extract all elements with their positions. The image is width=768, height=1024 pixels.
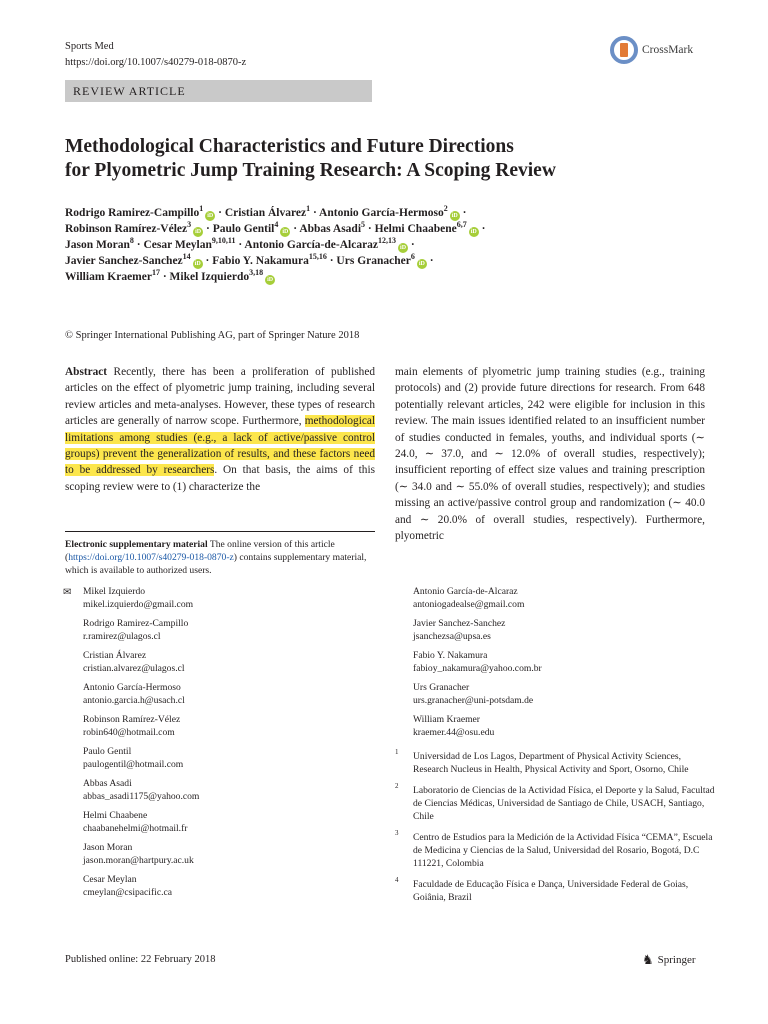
- affiliation-number: 4: [395, 876, 399, 884]
- esm-link[interactable]: https://doi.org/10.1007/s40279-018-0870-z: [68, 552, 234, 563]
- envelope-icon: ✉: [63, 587, 72, 598]
- contacts-left: [65, 586, 375, 906]
- crossmark-icon: [610, 36, 638, 64]
- contact-name: Cesar Meylan: [83, 874, 137, 885]
- abstract-label: Abstract: [65, 366, 108, 378]
- contact-entry: [413, 618, 713, 643]
- contact-name: Helmi Chaabene: [83, 810, 148, 821]
- contact-name: Javier Sanchez-Sanchez: [413, 618, 506, 629]
- contact-entry: [65, 618, 375, 643]
- contact-name: Fabio Y. Nakamura: [413, 650, 488, 661]
- contact-email[interactable]: fabioy_nakamura@yahoo.com.br: [413, 662, 542, 674]
- contact-email[interactable]: urs.granacher@uni-potsdam.de: [413, 694, 534, 706]
- contact-name: Abbas Asadi: [83, 778, 132, 789]
- affiliation-text: Faculdade de Educação Física e Dança, Universidade Federal de Goias, Goiânia, Brazil: [413, 879, 689, 903]
- contact-entry: [65, 682, 375, 707]
- abstract-text-2: . On that basis, the aims of this scoping review were to (1) characterize the: [65, 464, 375, 493]
- title-line-1: Methodological Characteristics and Future Directions: [65, 136, 514, 157]
- contact-name: Antonio García-Hermoso: [83, 682, 181, 693]
- contact-name: William Kraemer: [413, 714, 481, 725]
- publisher-name: Springer: [657, 954, 696, 966]
- contact-email[interactable]: cmeylan@csipacific.ca: [83, 886, 172, 898]
- supplementary-note: [65, 531, 375, 577]
- contact-entry: [65, 586, 375, 611]
- affiliation-number: 1: [395, 748, 399, 756]
- contact-email[interactable]: r.ramirez@ulagos.cl: [83, 630, 161, 642]
- contact-name: Urs Granacher: [413, 682, 470, 693]
- affiliations: [395, 750, 715, 912]
- abstract-text-1: Recently, there has been a proliferation of published articles on the effect of plyometric jump training, including several review articles and meta-analyses. However, these types of research articles are generally of narrow scope. Furthermore,: [65, 366, 375, 428]
- contact-email[interactable]: abbas_asadi1175@yahoo.com: [83, 790, 200, 802]
- affiliation: [395, 878, 715, 904]
- contact-entry: [65, 778, 375, 803]
- publisher-logo: [642, 952, 696, 968]
- affiliation-text: Centro de Estudios para la Medición de la Actividad Física “CEMA”, Escuela de Medicina y Ciencias de la Salud, Universidad del Rosario, Bogotá, D.C 111221, Colombia: [413, 832, 713, 869]
- contact-email[interactable]: cristian.alvarez@ulagos.cl: [83, 662, 185, 674]
- affiliation-number: 3: [395, 829, 399, 837]
- affiliation-text: Universidad de Los Lagos, Department of Physical Activity Sciences, Research Nucleus in Health, Physical Activity and Sport, Osorno, Chile: [413, 751, 689, 775]
- contact-email[interactable]: robin640@hotmail.com: [83, 726, 175, 738]
- contact-entry: [413, 682, 713, 707]
- contacts-right: [413, 586, 713, 746]
- springer-horse-icon: ♞: [642, 952, 654, 967]
- published-date: Published online: 22 February 2018: [65, 954, 216, 965]
- affiliation-text: Laboratorio de Ciencias de la Actividad Física, el Deporte y la Salud, Facultad de Ciencias Médicas, Universidad de Santiago de Chile, USACH, Santiago, Chile: [413, 785, 715, 822]
- contact-name: Antonio García-de-Alcaraz: [413, 586, 518, 597]
- contact-entry: [65, 874, 375, 899]
- crossmark-badge[interactable]: [610, 32, 710, 68]
- contact-entry: [65, 842, 375, 867]
- abstract-highlight: methodological limitations among studies (e.g., a lack of active/passive control groups) prevent the generalization of results, and these factors need to be addressed by researchers: [65, 415, 375, 477]
- esm-text-post: ) contains supplementary material, which is available to authorized users.: [65, 552, 367, 576]
- affiliation: [395, 750, 715, 776]
- contact-email[interactable]: jason.moran@hartpury.ac.uk: [83, 854, 194, 866]
- article-title: [65, 135, 705, 183]
- doi-link[interactable]: https://doi.org/10.1007/s40279-018-0870-z: [65, 57, 247, 68]
- contact-entry: [413, 586, 713, 611]
- contact-entry: [65, 746, 375, 771]
- contact-entry: [65, 714, 375, 739]
- contact-name: Jason Moran: [83, 842, 133, 853]
- esm-label: Electronic supplementary material: [65, 539, 208, 550]
- contact-email[interactable]: jsanchezsa@upsa.es: [413, 630, 491, 642]
- title-line-2: for Plyometric Jump Training Research: A Scoping Review: [65, 160, 556, 181]
- crossmark-label: CrossMark: [642, 44, 694, 56]
- contact-entry: [65, 810, 375, 835]
- contact-name: Robinson Ramírez-Vélez: [83, 714, 181, 725]
- contact-name: Cristian Álvarez: [83, 650, 147, 661]
- abstract-left-column: [65, 364, 375, 495]
- contact-email[interactable]: kraemer.44@osu.edu: [413, 726, 495, 738]
- affiliation-number: 2: [395, 782, 399, 790]
- copyright-notice: © Springer International Publishing AG, part of Springer Nature 2018: [65, 330, 360, 341]
- contact-entry: [413, 714, 713, 739]
- contact-email[interactable]: paulogentil@hotmail.com: [83, 758, 184, 770]
- contact-email[interactable]: antoniogadealse@gmail.com: [413, 598, 525, 610]
- author-list: Rodrigo Ramirez-Campillo$^1$iD · Cristian Álvarez$^1$ · Antonio García-Hermoso$^2$iD · Robinson Ramírez-Vélez$^3$iD · Paulo Gentil$^4$iD · Abbas Asadi$^5$ · Helmi Chaabene$^{6,7}$iD · Jason Moran$^8$ · Cesar Meylan$^{9,10,11}$ · Antonio García-de-Alcaraz$^{12,13}$iD · Javier Sanchez-Sanchez$^{14}$iD · Fabio Y. Nakamura$^{15,16}$ · Urs Granacher$^6$iD · William Kraemer$^{17}$ · Mikel Izquierdo$^{3,18}$iD: [65, 204, 486, 283]
- contact-entry: [65, 650, 375, 675]
- esm-text-pre: The online version of this article (: [65, 539, 335, 563]
- affiliation: [395, 831, 715, 870]
- contact-email[interactable]: mikel.izquierdo@gmail.com: [83, 598, 194, 610]
- affiliation: [395, 784, 715, 823]
- contact-name: Rodrigo Ramirez-Campillo: [83, 618, 189, 629]
- journal-name: Sports Med: [65, 41, 114, 52]
- article-type-badge: REVIEW ARTICLE: [65, 80, 372, 102]
- contact-email[interactable]: chaabanehelmi@hotmail.fr: [83, 822, 188, 834]
- contact-email[interactable]: antonio.garcia.h@usach.cl: [83, 694, 185, 706]
- contact-name: Mikel Izquierdo: [83, 586, 146, 597]
- contact-name: Paulo Gentil: [83, 746, 132, 757]
- contact-entry: [413, 650, 713, 675]
- journal-header: [65, 39, 246, 71]
- abstract-right-column: main elements of plyometric jump training studies (e.g., training protocols) and (2) provide future directions for research. From 648 potentially relevant articles, 242 were eligible for inclusion in this review. The main issues identified related to an insufficient number of studies conducted in females, youths, and individual sports (∼ 24.0, ∼ 37.0, and ∼ 12.0% of overall studies, respectively); insufficient reporting of effect size values and training prescription (∼ 34.0 and ∼ 55.0% of overall studies, respectively); and studies missing an active/passive control group and randomization (∼ 40.0 and ∼ 20.0% of overall studies, respectively). Furthermore, plyometric: [395, 366, 705, 543]
